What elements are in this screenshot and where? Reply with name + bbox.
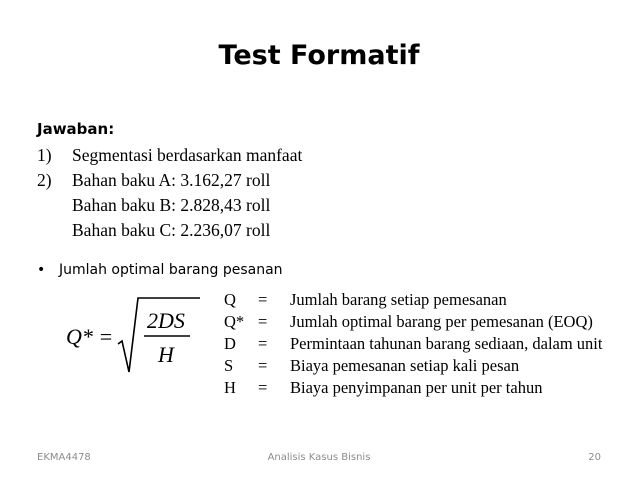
definition-symbol: H	[224, 378, 236, 397]
definition-symbol: Q	[224, 290, 236, 309]
answer-label: Jawaban:	[37, 120, 115, 138]
answer-text: Bahan baku B: 2.828,43 roll	[72, 195, 271, 215]
answer-text: Segmentasi berdasarkan manfaat	[72, 145, 303, 165]
footer-course-name: Analisis Kasus Bisnis	[267, 452, 371, 463]
bullet-text: Jumlah optimal barang pesanan	[59, 262, 283, 278]
formula-numerator: 2DS	[147, 308, 185, 333]
answer-number: 2)	[37, 170, 52, 190]
definition-equals: =	[258, 290, 268, 309]
slide-title: Test Formatif	[218, 40, 420, 71]
formula-denominator: H	[158, 342, 174, 367]
answer-text: Bahan baku A: 3.162,27 roll	[72, 170, 271, 190]
eoq-formula	[66, 292, 206, 382]
definition-equals: =	[258, 378, 268, 397]
answer-text: Bahan baku C: 2.236,07 roll	[72, 220, 271, 240]
footer-course-code: EKMA4478	[37, 452, 91, 463]
formula-lhs: Q* =	[66, 324, 114, 349]
definition-symbol: Q*	[224, 312, 245, 331]
definition-text: Biaya pemesanan setiap kali pesan	[290, 356, 520, 375]
bullet-item	[37, 262, 283, 278]
bullet-marker: •	[37, 262, 46, 278]
definition-symbol: D	[224, 334, 236, 353]
definition-text: Permintaan tahunan barang sediaan, dalam unit	[290, 334, 603, 353]
definition-symbol: S	[224, 356, 234, 375]
definition-text: Jumlah optimal barang per pemesanan (EOQ)	[290, 312, 593, 331]
definition-equals: =	[258, 334, 268, 353]
footer-page-number: 20	[588, 452, 601, 463]
definition-text: Jumlah barang setiap pemesanan	[290, 290, 507, 309]
answer-number: 1)	[37, 145, 52, 165]
definition-equals: =	[258, 356, 268, 375]
definition-equals: =	[258, 312, 268, 331]
definition-text: Biaya penyimpanan per unit per tahun	[290, 378, 543, 397]
